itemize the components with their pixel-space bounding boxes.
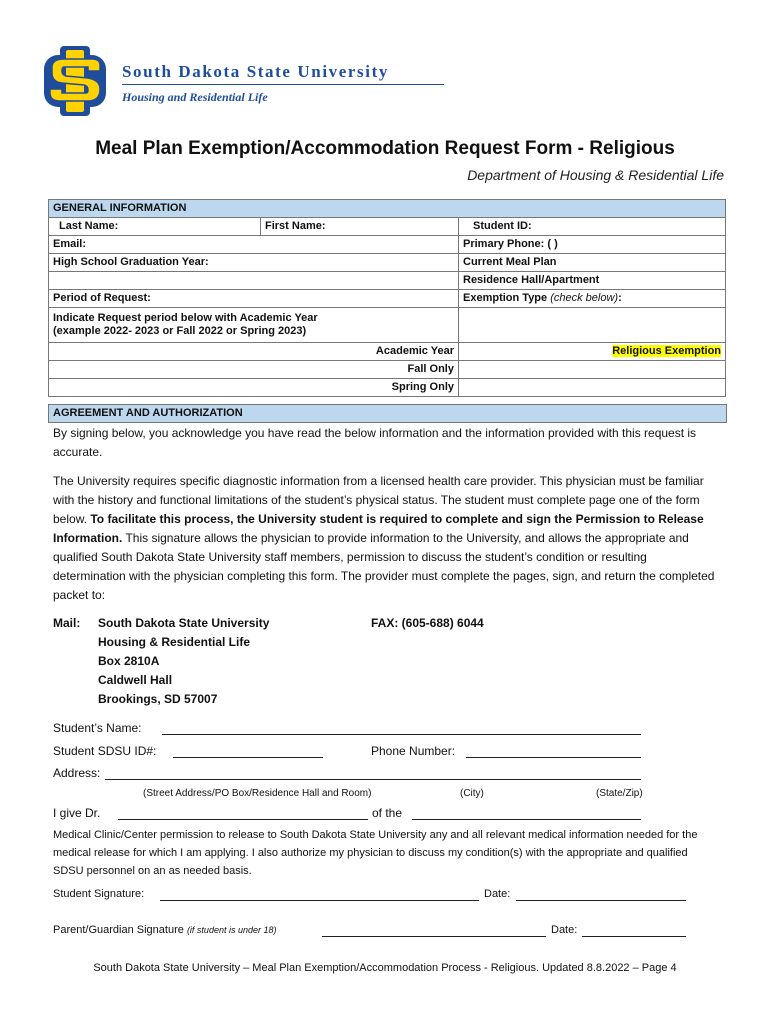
parent-signature-input[interactable] — [322, 922, 546, 937]
give-dr-label: I give Dr. — [53, 806, 101, 820]
form-title: Meal Plan Exemption/Accommodation Request Form - Religious — [95, 138, 675, 159]
spring-only-option[interactable]: Spring Only — [49, 379, 459, 397]
general-information-header: GENERAL INFORMATION — [49, 200, 726, 218]
university-subtitle: Housing and Residential Life — [122, 90, 268, 104]
release-consent-text: Medical Clinic/Center permission to release to South Dakota State University any and all relevant medical information needed for the medical release for which I am applying. I also authorize my physician to discuss my condition(s) with the appropriate and qualified SDSU personnel on an as needed basis. — [53, 829, 698, 877]
city-hint: (City) — [460, 788, 484, 799]
current-meal-plan-field[interactable]: Current Meal Plan — [459, 254, 726, 272]
student-signature-label: Student Signature: — [53, 888, 145, 900]
requirements-paragraph: The University requires specific diagnostic information from a licensed health care provider. This physician must be familiar with the history and functional limitations of the student’s physical status. The student must complete page one of the form below. To facilitate this process, the University student is required to complete and sign the Permission to Release Information. This signature allows the physician to provide information to the University, and allows the appropriate and qualified South Dakota State University staff members, permission to discuss the student’s condition or resulting determination with the physician completing this form. The provider must complete the pages, sign, and return the completed packet to: — [53, 474, 715, 602]
indicate-request-instructions: Indicate Request period below with Academic Year (example 2022- 2023 or Fall 2022 or Spring 2023) — [49, 308, 459, 343]
email-field[interactable]: Email: — [49, 236, 459, 254]
academic-year-option[interactable]: Academic Year — [49, 343, 459, 361]
acknowledge-paragraph: By signing below, you acknowledge you have read the below information and the information provided with this request is accurate. — [53, 426, 697, 459]
hs-graduation-field[interactable]: High School Graduation Year: — [49, 254, 459, 272]
religious-exemption-option[interactable]: Religious Exemption — [459, 343, 726, 361]
of-the-label: of the — [372, 806, 403, 820]
residence-hall-field[interactable]: Residence Hall/Apartment — [459, 272, 726, 290]
university-name: South Dakota State University — [122, 62, 389, 81]
last-name-field[interactable]: Last Name: — [49, 218, 261, 236]
blank-cell — [459, 308, 726, 343]
parent-date-input[interactable] — [582, 922, 686, 937]
parent-signature-label: Parent/Guardian Signature (if student is under 18) — [53, 924, 277, 936]
blank-cell — [459, 361, 726, 379]
fall-only-option[interactable]: Fall Only — [49, 361, 459, 379]
student-date-label: Date: — [484, 888, 511, 900]
sdsu-id-label: Student SDSU ID#: — [53, 744, 157, 758]
student-id-field[interactable]: Student ID: — [459, 218, 726, 236]
page-footer: South Dakota State University – Meal Plan Exemption/Accommodation Process - Religious. Updated 8.8.2022 – Page 4 — [93, 962, 677, 974]
sdsu-logo-icon — [42, 45, 108, 117]
address-label: Address: — [53, 766, 101, 780]
student-signature-input[interactable] — [160, 886, 479, 901]
blank-cell — [459, 379, 726, 397]
blank-cell — [49, 272, 459, 290]
students-name-input[interactable] — [162, 720, 641, 735]
department-line: Department of Housing & Residential Life — [467, 167, 724, 183]
doctor-name-input[interactable] — [118, 805, 368, 820]
fax-number: FAX: (605-688) 6044 — [371, 616, 484, 630]
phone-number-input[interactable] — [466, 743, 641, 758]
exemption-type-label: Exemption Type (check below): — [459, 290, 726, 308]
first-name-field[interactable]: First Name: — [261, 218, 459, 236]
clinic-name-input[interactable] — [412, 805, 641, 820]
students-name-label: Student’s Name: — [53, 721, 142, 735]
parent-date-label: Date: — [551, 924, 578, 936]
agreement-header: AGREEMENT AND AUTHORIZATION — [48, 404, 727, 423]
period-of-request-label: Period of Request: — [49, 290, 459, 308]
phone-number-label: Phone Number: — [371, 744, 456, 758]
sdsu-id-input[interactable] — [173, 743, 323, 758]
address-input[interactable] — [105, 765, 641, 780]
university-rule — [122, 84, 444, 85]
primary-phone-field[interactable]: Primary Phone: ( ) — [459, 236, 726, 254]
student-date-input[interactable] — [516, 886, 686, 901]
state-hint: (State/Zip) — [596, 788, 643, 799]
street-hint: (Street Address/PO Box/Residence Hall and Room) — [143, 788, 372, 799]
general-information-table — [48, 199, 726, 397]
